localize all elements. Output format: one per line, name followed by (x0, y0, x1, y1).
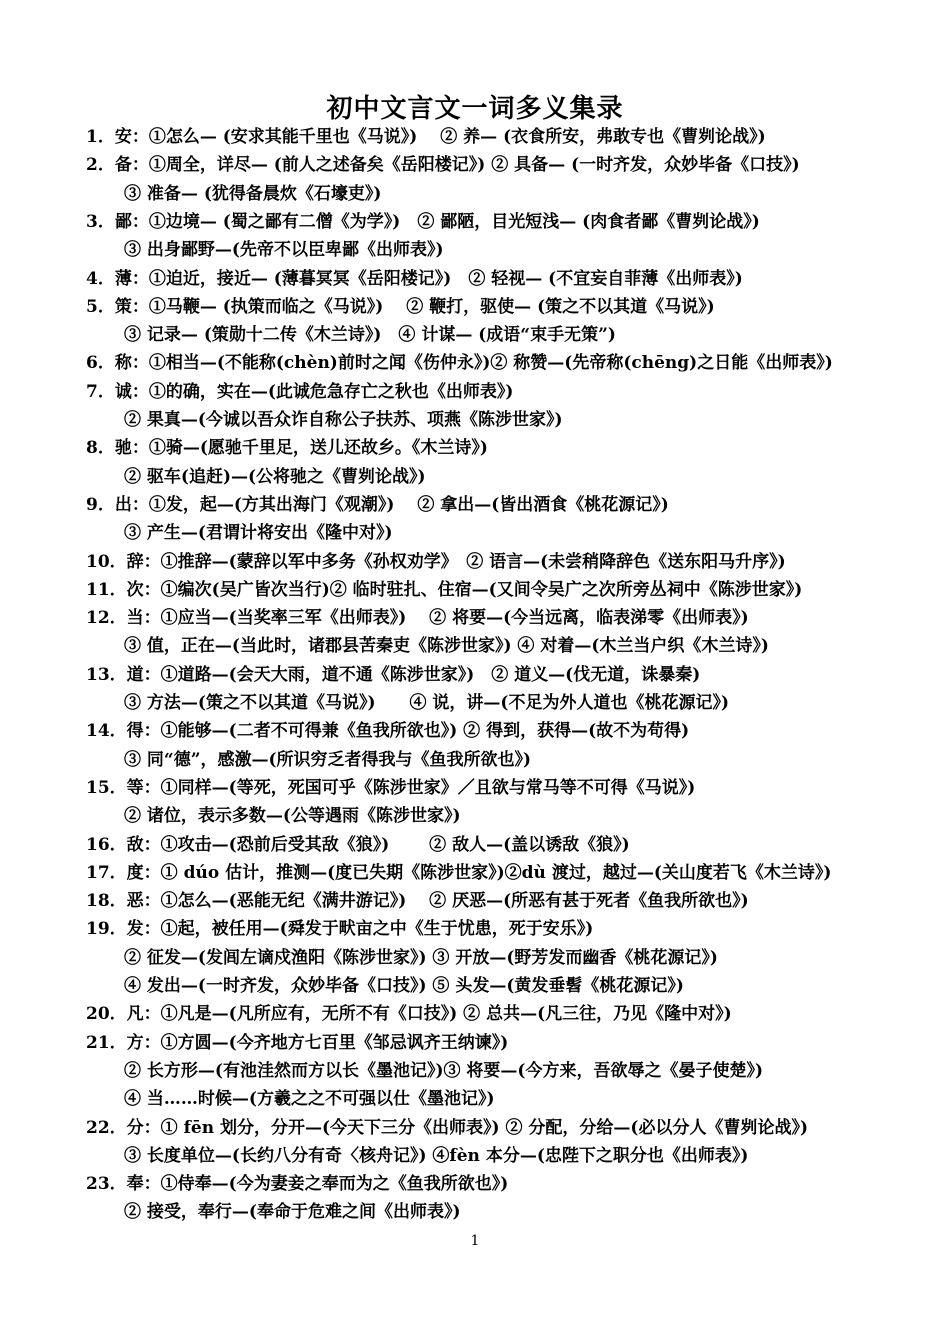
entry-line: 6．称：①相当—(不能称(chèn)前时之闻《伤仲永》)② 称赞—(先帝称(chēng)之日能《出师表》) (86, 353, 833, 374)
entry-line: 1．安：①怎么— (安求其能千里也《马说》) ② 养— (衣食所安，弗敢专也《曹刿论战》) (86, 127, 766, 147)
entry-line: 21．方：①方圆—(今齐地方七百里《邹忌讽齐王纳谏》) (86, 1032, 509, 1053)
entry-continuation-line: ② 诸位，表示多数—(公等遇雨《陈涉世家》) (124, 806, 461, 827)
entry-line: 14．得：①能够—(二者不可得兼《鱼我所欲也》) ② 得到，获得—(故不为苟得) (86, 721, 690, 742)
entry-line: 2．备：①周全，详尽— (前人之述备矣《岳阳楼记》) ② 具备— (一时齐发，众妙毕备《口技》) (86, 155, 800, 176)
entry-line: 4．薄：①迫近，接近— (薄暮冥冥《岳阳楼记》) ② 轻视— (不宜妄自菲薄《出师表》) (86, 268, 743, 289)
entry-line: 11．次：①编次(吴广皆次当行)② 临时驻扎、住宿—(又间令吴广之次所旁丛祠中《陈涉世家》) (86, 579, 803, 600)
entry-continuation-line: ② 接受，奉行—(奉命于危难之间《出师表》) (124, 1202, 461, 1223)
entry-continuation-line: ③ 值，正在—(当此时，诸郡县苦秦吏《陈涉世家》) ④ 对着—(木兰当户织《木兰诗》) (124, 636, 769, 657)
entry-line: 18．恶：①怎么—(恶能无纪《满井游记》) ② 厌恶—(所恶有甚于死者《鱼我所欲也》) (86, 891, 749, 912)
entry-continuation-line: ③ 产生—(君谓计将安出《隆中对》) (124, 523, 393, 544)
page-title: 初中文言文一词多义集录 (326, 94, 624, 124)
entry-continuation-line: ③ 出身鄙野—(先帝不以臣卑鄙《出师表》) (124, 240, 444, 261)
entry-continuation-line: ② 征发—(发闾左谪戍渔阳《陈涉世家》) ③ 开放—(野芳发而幽香《桃花源记》) (124, 947, 718, 968)
entry-line: 8．驰：①骑—(愿驰千里足，送儿还故乡。《木兰诗》) (86, 438, 488, 459)
entry-line: 12．当：①应当—(当奖率三军《出师表》) ② 将要—(今当远离，临表涕零《出师表》) (86, 608, 749, 629)
entry-continuation-line: ④ 发出—(一时齐发，众妙毕备《口技》) ⑤ 头发—(黄发垂髫《桃花源记》) (124, 976, 684, 996)
entry-line: 20．凡：①凡是—(凡所应有，无所不有《口技》) ② 总共—(凡三往，乃见《隆中对》) (86, 1004, 732, 1025)
entry-line: 5．策：①马鞭— (执策而临之《马说》) ② 鞭打，驱使— (策之不以其道《马说》) (86, 296, 715, 317)
entry-line: 3．鄙：①边境— (蜀之鄙有二僧《为学》) ② 鄙陋，目光短浅— (肉食者鄙《曹刿论战》) (86, 211, 760, 232)
entry-continuation-line: ③ 长度单位—(长约八分有奇〈核舟记》) ④fèn 本分—(忠陛下之职分也《出师表》) (124, 1145, 749, 1166)
entry-line: 22．分：① fēn 划分，分开—(今天下三分《出师表》) ② 分配，分给—(必以分人《曹刿论战》) (86, 1117, 808, 1138)
entry-continuation-line: ② 驱车(追赶)—(公将驰之《曹刿论战》) (124, 466, 426, 487)
entry-line: 17．度：① dúo 估计，推测—(度已失期《陈涉世家》)②dù 渡过，越过—(关山度若飞《木兰诗》) (86, 862, 832, 883)
entry-line: 19．发：①起，被任用—(舜发于畎亩之中《生于忧患，死于安乐》) (86, 919, 594, 940)
entry-line: 10．辞：①推辞—(蒙辞以军中多务《孙权劝学》 ② 语言—(未尝稍降辞色《送东阳马升序》) (86, 551, 786, 572)
entry-line: 9．出：①发，起—(方其出海门《观潮》) ② 拿出—(皆出酒食《桃花源记》) (86, 494, 669, 515)
entry-continuation-line: ③ 记录— (策勋十二传《木兰诗》) ④ 计谋— (成语“束手无策”) (124, 325, 616, 346)
entry-line: 7．诚：①的确，实在—(此诚危急存亡之秋也《出师表》) (86, 381, 514, 402)
entry-continuation-line: ② 果真—(今诚以吾众诈自称公子扶苏、项燕《陈涉世家》) (124, 410, 563, 430)
entry-line: 16．敌：①攻击—(恐前后受其敌《狼》) ② 敌人—(盖以诱敌《狼》) (86, 834, 630, 855)
entry-line: 23．奉：①侍奉—(今为妻妾之奉而为之《鱼我所欲也》) (86, 1174, 509, 1195)
entry-continuation-line: ③ 准备— (犹得备晨炊《石壕吏》) (124, 183, 382, 204)
entry-continuation-line: ③ 方法—(策之不以其道《马说》) ④ 说，讲—(不足为外人道也《桃花源记》) (124, 693, 730, 713)
entry-continuation-line: ② 长方形—(有池洼然而方以长《墨池记》)③ 将要—(今方来，吾欲辱之《晏子使楚》) (124, 1060, 764, 1081)
entry-line: 15．等：①同样—(等死，死国可乎《陈涉世家》／且欲与常马等不可得《马说》) (86, 777, 696, 798)
page-number: 1 (470, 1233, 480, 1249)
entry-continuation-line: ④ 当……时候—(方羲之之不可强以仕《墨池记》) (124, 1089, 495, 1110)
entry-line: 13．道：①道路—(会天大雨，道不通《陈涉世家》) ② 道义—(伐无道，诛暴秦) (86, 664, 701, 685)
entry-continuation-line: ③ 同“德”，感激—(所识穷乏者得我与《鱼我所欲也》) (124, 749, 532, 770)
